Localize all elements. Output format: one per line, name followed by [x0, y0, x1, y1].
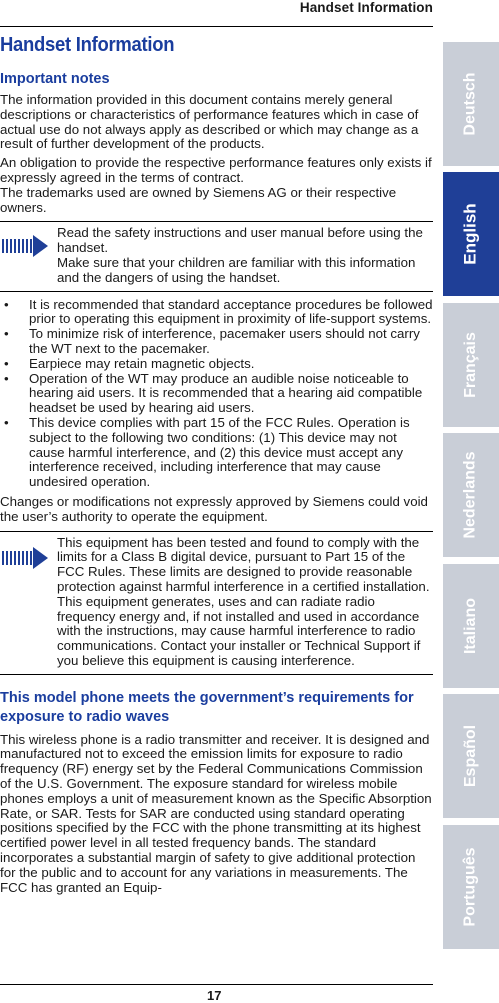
page-title: Handset Information	[0, 33, 175, 56]
list-item: • To minimize risk of interference, pacemaker users should not carry the WT next to the pacemaker.	[0, 327, 433, 357]
main-content	[0, 33, 433, 895]
page-number: 17	[207, 988, 222, 1003]
tab-espanol[interactable]	[443, 694, 499, 818]
safety-note-line2: Make sure that your children are familiar with this information and the dangers of using the handset.	[57, 254, 416, 285]
footer-rule	[0, 984, 433, 985]
safety-note-line1: Read the safety instructions and user manual before using the handset.	[57, 225, 423, 256]
list-item: • Operation of the WT may produce an audible noise noticeable to hearing aid users. It is recommended that a hearing aid compatible headset be used by hearing aid users.	[0, 372, 433, 416]
fcc-note	[0, 531, 433, 675]
tab-portugues[interactable]	[443, 825, 499, 949]
tab-francais[interactable]	[443, 303, 499, 427]
running-header: Handset Information	[299, 0, 433, 15]
exposure-heading: This model phone meets the government’s requirements for exposure to radio waves	[0, 689, 414, 725]
header-rule	[0, 26, 433, 27]
fcc-note-text: This equipment has been tested and found to comply with the limits for a Class B digital device, pursuant to Part 15 of the FCC Rules. These limits are designed to provide reasonable protection against harmful interference in a certified installation. This equipment generates, uses and can radiate radio frequency energy and, if not installed and used in accordance with the instructions, may cause harmful interference to radio communications. Contact your installer or Technical Support if you believe this equipment is causing interference.	[57, 534, 430, 668]
important-notes-para2: An obligation to provide the respective performance features only exists if expressly agreed in the terms of contract.	[0, 155, 432, 185]
tab-label: English	[461, 203, 480, 265]
tab-english[interactable]	[443, 172, 499, 296]
arrow-icon	[2, 547, 50, 569]
arrow-icon	[2, 235, 50, 257]
tab-label: Français	[462, 332, 479, 398]
language-tabs	[443, 42, 499, 950]
exposure-paragraph: This wireless phone is a radio transmitter and receiver. It is designed and manufactured not to exceed the emission limits for exposure to radio frequency (RF) energy set by the Federal Communications Commission of the U.S. Government. The exposure standard for wireless mobile phones employs a unit of measurement known as the Specific Absorption Rate, or SAR. Tests for SAR are conducted using standard operating positions specified by the FCC with the phone transmitting at its highest certified power level in all tested frequency bands. The standard incorporates a substantial margin of safety to give additional protection for the public and to account for any variations in measurements. The FCC has granted an Equip-	[0, 731, 432, 895]
tab-label: Italiano	[462, 597, 480, 655]
list-item: • It is recommended that standard acceptance procedures be followed prior to operating this equipment in proximity of life-support systems.	[0, 298, 433, 328]
changes-paragraph: Changes or modifications not expressly approved by Siemens could void the user’s authority to operate the equipment.	[0, 493, 428, 524]
tab-label: Nederlands	[462, 451, 480, 539]
bullet-list	[0, 298, 433, 490]
tab-deutsch[interactable]	[443, 42, 499, 166]
tab-label: Deutsch	[462, 72, 479, 136]
important-notes-para3: The trademarks used are owned by Siemens AG or their respective owners.	[0, 184, 397, 215]
list-item: • This device complies with part 15 of the FCC Rules. Operation is subject to the following two conditions: (1) This device may not cause harmful interference, and (2) this device must accept any interference received, including interference that may cause undesired operation.	[0, 416, 433, 490]
important-notes-heading: Important notes	[0, 71, 110, 87]
important-notes-para1: The information provided in this document contains merely general descriptions or characteristics of performance features which in case of actual use do not always apply as described or which may change as a result of further development of the products.	[0, 92, 419, 152]
tab-nederlands[interactable]	[443, 433, 499, 557]
tab-italiano[interactable]	[443, 564, 499, 688]
list-item: • Earpiece may retain magnetic objects.	[0, 357, 433, 372]
tab-label: Español	[462, 724, 480, 788]
safety-note	[0, 221, 433, 291]
tab-label: Português	[462, 847, 479, 927]
